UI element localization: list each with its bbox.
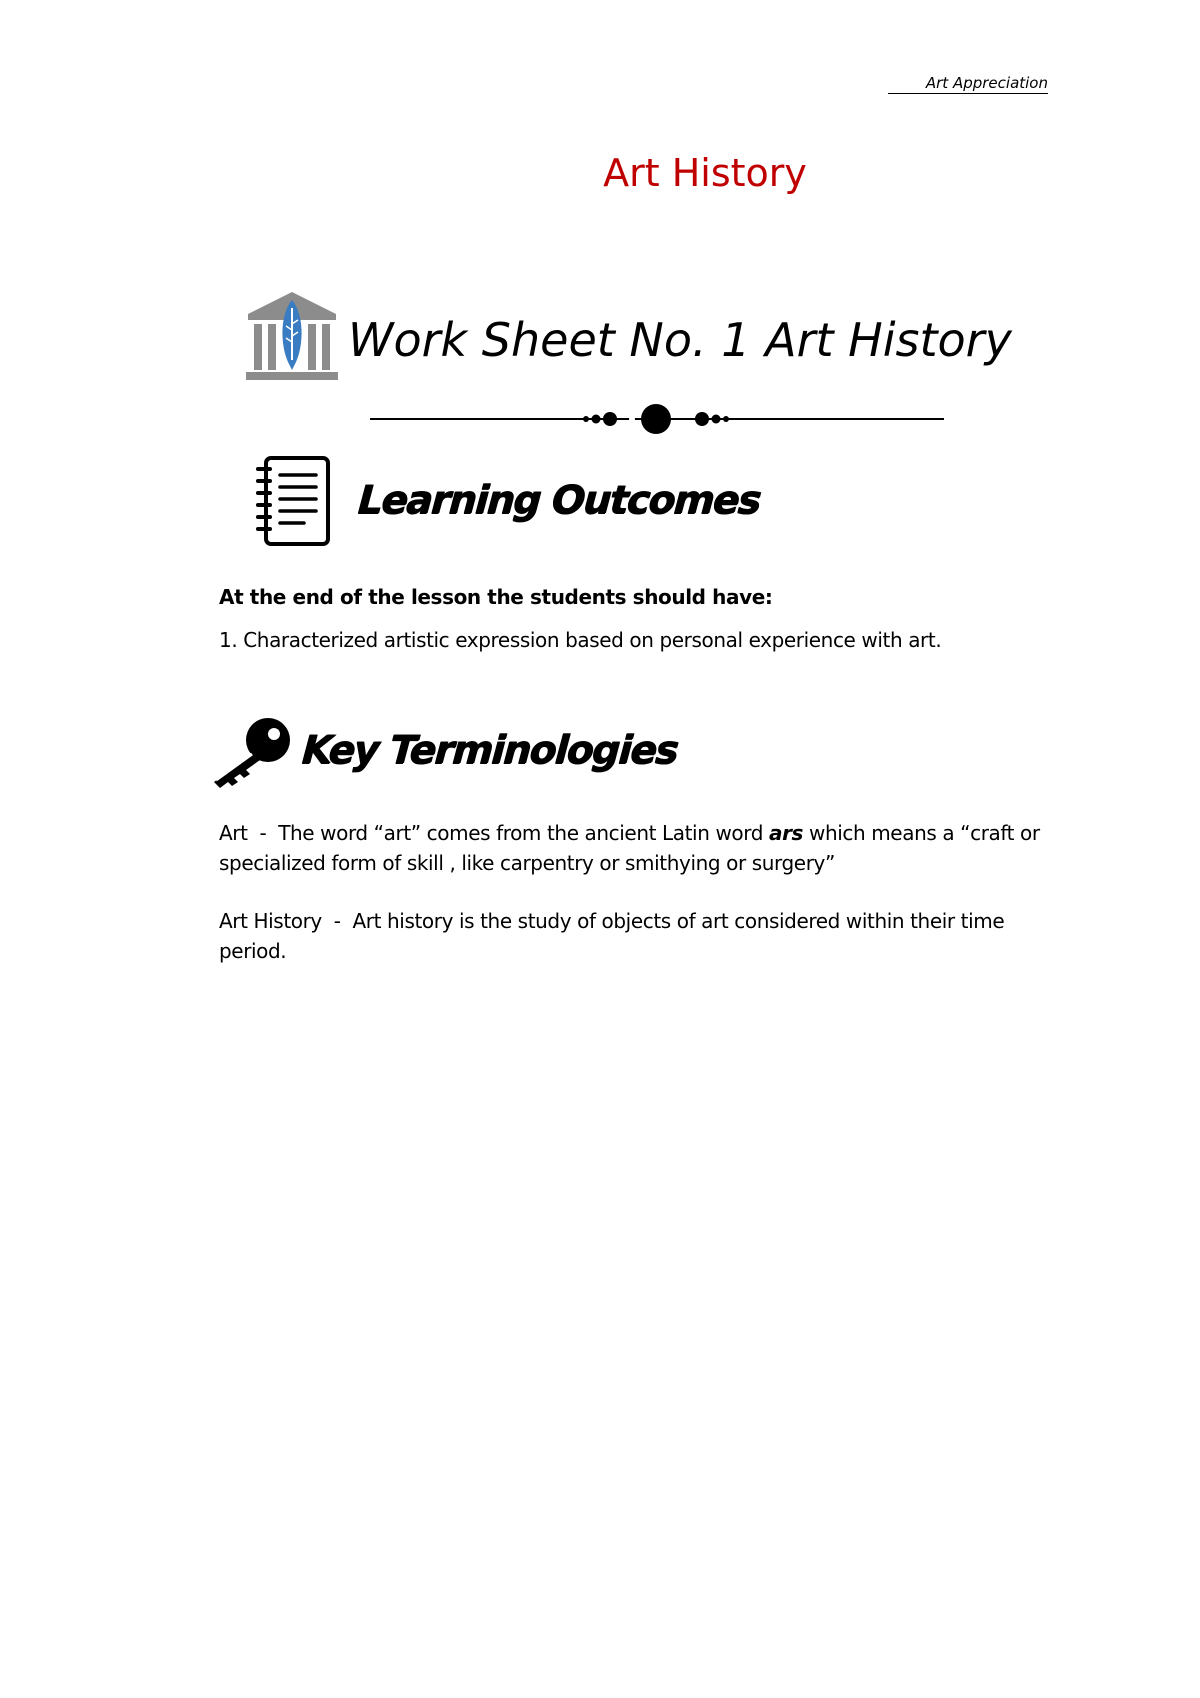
course-header: Art Appreciation: [888, 74, 1048, 94]
page-title: Art History: [603, 151, 807, 195]
outcomes-intro: At the end of the lesson the students should have:: [219, 585, 773, 609]
term-art-history: [219, 906, 1059, 966]
worksheet-title: Work Sheet No. 1 Art History: [348, 313, 1012, 367]
term-separator: -: [247, 821, 279, 845]
notebook-icon: [254, 455, 332, 547]
learning-outcomes-heading: Learning Outcomes: [356, 478, 762, 523]
term-art-emphasis: ars: [768, 821, 804, 845]
term-separator: -: [321, 909, 353, 933]
outcome-item: 1. Characterized artistic expression based on personal experience with art.: [219, 628, 942, 652]
ornamental-divider: [370, 402, 944, 436]
term-art-definition-end: which means a “craft or specialized form of skill , like carpentry or smithying or surgery”: [219, 821, 1040, 875]
term-art-history-definition: Art history is the study of objects of art considered within their time period.: [219, 909, 1005, 963]
key-icon: [206, 716, 294, 790]
term-art: [219, 818, 1059, 878]
key-terminologies-heading: Key Terminologies: [300, 728, 679, 773]
museum-pen-icon: [242, 290, 342, 384]
term-art-definition-start: The word “art” comes from the ancient Latin word: [278, 821, 769, 845]
term-art-history-label: Art History: [219, 909, 322, 933]
term-art-label: Art: [219, 821, 248, 845]
